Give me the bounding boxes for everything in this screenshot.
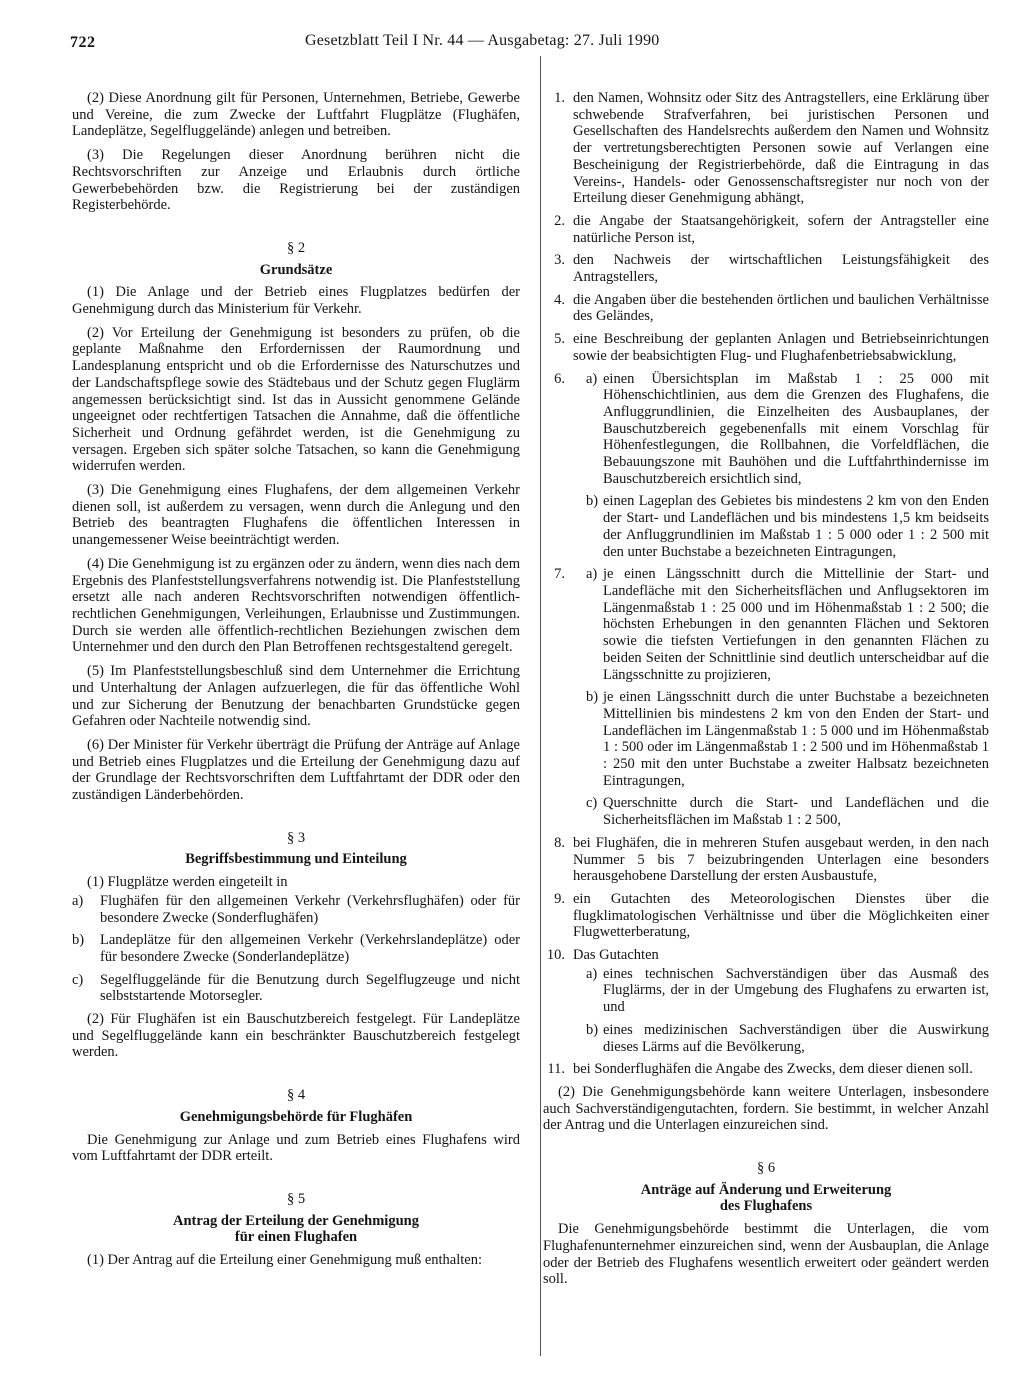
list-number: 1. — [554, 90, 565, 106]
list-text: Segelfluggelände für die Benutzung durch Segelflugzeuge und nicht selbststartende Motorsegler. — [100, 971, 520, 1005]
list-number: 5. — [554, 331, 565, 348]
list-item — [543, 371, 989, 488]
list-item — [543, 947, 989, 964]
list-number: 10. — [546, 947, 565, 964]
section-title-line2: des Flughafens — [719, 1198, 813, 1215]
list-text: den Namen, Wohnsitz oder Sitz des Antragstellers, eine Erklärung über schwebende Strafverfahren, bei juristischen Personen und Gesellschaften des Handelsrechts außerdem den Namen und Wohnsitz der vertretungsberechtigten Personen sowie auf Verlangen eine Bescheinigung der Registrierbehörde, daß die Eintragung in das Vereins-, Handels- oder Genossenschaftsregister nur noch von der Erteilung dieser Genehmigung abhängt, — [573, 90, 989, 207]
list-number: 2. — [554, 212, 565, 229]
page-number: 722 — [70, 34, 96, 51]
list-item — [543, 1061, 989, 1078]
list-subitem — [543, 493, 989, 560]
list-text: die Angabe der Staatsangehörigkeit, sofern der Antragsteller eine natürliche Person ist, — [573, 212, 989, 246]
section-title: Genehmigungsbehörde für Flughäfen — [179, 1108, 413, 1125]
list-text: Flughäfen für den allgemeinen Verkehr (Verkehrsflughäfen) oder für besondere Zwecke (Sonderflughäfen) — [100, 892, 520, 926]
paragraph: (2) Die Genehmigungsbehörde kann weitere Unterlagen, insbesondere auch Sachverständigengutachten, fordern. Sie bestimmt, in welcher Anzahl der Antrag und die Unterlagen einzureichen sind. — [543, 1083, 989, 1134]
list-subitem — [543, 689, 989, 789]
list-text: den Nachweis der wirtschaftlichen Leistungsfähigkeit des Antragstellers, — [573, 252, 989, 286]
sub-label: a) — [586, 566, 598, 583]
section-number: § 5 — [286, 1190, 306, 1207]
section-title: Grundsätze — [259, 261, 333, 278]
running-header: Gesetzblatt Teil I Nr. 44 — Ausgabetag: 27. Juli 1990 — [305, 32, 660, 49]
sub-label: c) — [586, 795, 598, 812]
list-text: eine Beschreibung der geplanten Anlagen und Betriebseinrichtungen sowie der beabsichtigten Flug- und Flughafenbetriebsabwicklung, — [573, 331, 989, 364]
list-subitem — [543, 966, 989, 1016]
list-item — [543, 891, 989, 941]
section-title-line2: für einen Flughafen — [234, 1229, 358, 1246]
list-item — [72, 932, 520, 965]
list-item — [72, 893, 520, 926]
list-text: einen Lageplan des Gebietes bis mindestens 2 km von den Enden der Start- und Landeflächen und bis mindestens 1,5 km beidseits der Anfluggrundlinien im Maßstab 1 : 5 000 oder 1 : 2 500 mit den unter Buchstabe a bezeichneten Eintragungen, — [603, 493, 989, 560]
list-item — [72, 972, 520, 1005]
sub-label: a) — [586, 965, 598, 982]
sub-label: b) — [586, 689, 599, 706]
list-item — [543, 835, 989, 885]
list-item — [543, 566, 989, 683]
paragraph: (1) Flugplätze werden eingeteilt in — [87, 874, 288, 891]
list-number: 7. — [554, 566, 565, 583]
list-text: je einen Längsschnitt durch die Mittellinie der Start- und Landefläche mit den Sicherheitsflächen und Anflugsektoren im Längenmaßstab 1 : 25 000 und im Höhenmaßstab 1 : 2 500; die höchsten Erhebungen in den genannten Flächen und Sektoren sowie die tiefsten Vertiefungen in den genannten Flächen zu beiden Seiten der Schnittlinie sind deutlich unterscheidbar auf die Längsschnitte zu projizieren, — [603, 566, 989, 683]
list-text: bei Flughäfen, die in mehreren Stufen ausgebaut werden, in den nach Nummer 5 bis 7 beizubringenden Unterlagen eine besonders herausgehobene Darstellung der ersten Ausbaustufe, — [573, 834, 989, 885]
list-text: bei Sonderflughäfen die Angabe des Zwecks, dem dieser dienen soll. — [573, 1061, 973, 1078]
list-item — [543, 213, 989, 246]
list-label: b) — [72, 932, 85, 949]
list-number: 8. — [554, 834, 565, 851]
list-subitem — [543, 795, 989, 828]
sub-label: b) — [586, 1021, 599, 1038]
sub-label: b) — [586, 493, 599, 510]
list-number: 9. — [554, 890, 565, 907]
section-number: § 2 — [286, 239, 306, 256]
paragraph: (1) Der Antrag auf die Erteilung einer Genehmigung muß enthalten: — [87, 1252, 482, 1269]
list-item — [543, 90, 989, 207]
paragraph: (6) Der Minister für Verkehr überträgt die Prüfung der Anträge auf Anlage und Betrieb eines Flugplatzes und die Erteilung der Genehmigung dazu auf der Grundlage der Rechtsvorschriften dem Luftfahrtamt der DDR oder den zuständigen Länderbehörden. — [72, 736, 520, 804]
paragraph: Die Genehmigung zur Anlage und zum Betrieb eines Flughafens wird vom Luftfahrtamt der DDR erteilt. — [72, 1131, 520, 1165]
list-text: Querschnitte durch die Start- und Landeflächen und die Sicherheitsflächen im Maßstab 1 : 2 500, — [603, 795, 989, 829]
list-text: Das Gutachten — [573, 947, 659, 964]
section-number: § 4 — [286, 1087, 306, 1104]
list-subitem — [543, 1022, 989, 1055]
section-number: § 6 — [756, 1160, 776, 1177]
list-text: Landeplätze für den allgemeinen Verkehr (Verkehrslandeplätze) oder für besondere Zwecke (Sonderlandeplätze) — [100, 932, 520, 965]
list-number: 4. — [554, 291, 565, 308]
section-title: Begriffsbestimmung und Einteilung — [185, 851, 407, 868]
list-label: c) — [72, 971, 84, 988]
list-number: 11. — [547, 1061, 565, 1078]
paragraph: (2) Für Flughäfen ist ein Bauschutzbereich festgelegt. Für Landeplätze und Segelfluggelände kann ein beschränkter Bauschutzbereich festgelegt werden. — [72, 1011, 520, 1061]
paragraph: (3) Die Regelungen dieser Anordnung berühren nicht die Rechtsvorschriften zur Anzeige und Erlaubnis durch örtliche Gewerbebehörden bzw. die Registrierung bei der zuständigen Registerbehörde. — [72, 147, 520, 214]
list-item — [543, 252, 989, 285]
section-title: Anträge auf Änderung und Erweiterung — [640, 1181, 892, 1198]
list-number: 6. — [554, 370, 565, 387]
paragraph: (2) Vor Erteilung der Genehmigung ist besonders zu prüfen, ob die geplante Maßnahme den Erfordernissen der Raumordnung und Landesplanung entspricht und ob die Erfordernisse des Naturschutzes und der Landschaftspflege sowie des Städtebaus und der Schutz gegen Fluglärm angemessen berücksichtigt sind. Ist das in Aussicht genommene Gelände ungeeignet oder rechtfertigen Tatsachen die Annahme, daß die öffentliche Sicherheit und Ordnung gefährdet werden, ist die Genehmigung zu versagen. Ergeben sich später solche Tatsachen, so kann die Genehmigung widerrufen werden. — [72, 324, 520, 475]
list-text: eines technischen Sachverständigen über das Ausmaß des Fluglärms, der in der Umgebung des Flughafens zu erwarten ist, und — [603, 965, 989, 1016]
paragraph: (5) Im Planfeststellungsbeschluß sind dem Unternehmer die Errichtung und Unterhaltung der Anlagen aufzuerlegen, die für das öffentliche Wohl und zur Sicherung der Benutzung der benachbarten Grundstücke gegen Gefahren oder Nachteile notwendig sind. — [72, 663, 520, 730]
column-divider — [540, 56, 541, 1356]
paragraph: (4) Die Genehmigung ist zu ergänzen oder zu ändern, wenn dies nach dem Ergebnis des Planfeststellungsverfahrens notwendig ist. Die Planfeststellung ersetzt alle nach anderen Rechtsvorschriften notwendigen öffentlich-rechtlichen Genehmigungen, Verleihungen, Erlaubnisse und Zustimmungen. Durch sie werden alle öffentlich-rechtlichen Beziehungen zwischen dem Unternehmer und den durch den Plan Betroffenen rechtsgestaltend geregelt. — [72, 555, 520, 656]
sub-label: a) — [586, 370, 598, 387]
list-text: die Angaben über die bestehenden örtlichen und baulichen Verhältnisse des Geländes, — [573, 291, 989, 325]
paragraph: (2) Diese Anordnung gilt für Personen, Unternehmen, Betriebe, Gewerbe und Vereine, die zum Zwecke der Luftfahrt Flugplätze (Flughäfen, Landeplätze, Segelfluggelände) anlegen und betreiben. — [72, 90, 520, 140]
paragraph: Die Genehmigungsbehörde bestimmt die Unterlagen, die vom Flughafenunternehmer einzureichen sind, wenn der Ausbauplan, die Anlage oder der Betrieb des Flughafens wesentlich erweitert oder geändert werden soll. — [543, 1221, 989, 1288]
section-number: § 3 — [286, 829, 306, 846]
list-item — [543, 331, 989, 364]
paragraph: (1) Die Anlage und der Betrieb eines Flugplatzes bedürfen der Genehmigung durch das Ministerium für Verkehr. — [72, 284, 520, 318]
list-text: ein Gutachten des Meteorologischen Dienstes über die flugklimatologischen Verhältnisse und über die Möglichkeiten einer Flugwetterberatung, — [573, 890, 989, 941]
section-title: Antrag der Erteilung der Genehmigung — [173, 1212, 419, 1229]
paragraph: (3) Die Genehmigung eines Flughafens, der dem allgemeinen Verkehr dienen soll, ist außerdem zu versagen, wenn durch die Anlegung und den Betrieb des beantragten Flughafens die öffentlichen Interessen in unangemessener Weise beeinträchtigt werden. — [72, 482, 520, 549]
list-text: je einen Längsschnitt durch die unter Buchstabe a bezeichneten Mittellinien bis mindestens 2 km von den Enden der Start- und Landeflächen im Längenmaßstab 1 : 5 000 und im Höhenmaßstab 1 : 500 oder im Längenmaßstab 1 : 2 500 und im Höhenmaßstab 1 : 250 mit den unter Buchstabe a zweiter Halbsatz bezeichneten Eintragungen, — [603, 689, 989, 789]
left-column — [72, 90, 520, 1276]
list-label: a) — [72, 892, 84, 909]
list-item — [543, 292, 989, 325]
list-text: einen Übersichtsplan im Maßstab 1 : 25 000 mit Höhenschichtlinien, aus dem die Grenzen des Flughafens, die Anfluggrundlinien, die Einzelheiten des Ausbauplanes, der Bauschutzbereich gegebenenfalls mit einem Vorschlag für Höhenfestlegungen, die Rollbahnen, die Vorfeldflächen, die Bebauungszone mit Bauhöhen und die Luftfahrthindernisse im Bauschutzbereich ersichtlich sind, — [603, 370, 989, 487]
right-column — [543, 90, 989, 1295]
list-number: 3. — [554, 252, 565, 269]
list-text: eines medizinischen Sachverständigen über die Auswirkung dieses Lärms auf die Bevölkerung, — [603, 1021, 989, 1055]
